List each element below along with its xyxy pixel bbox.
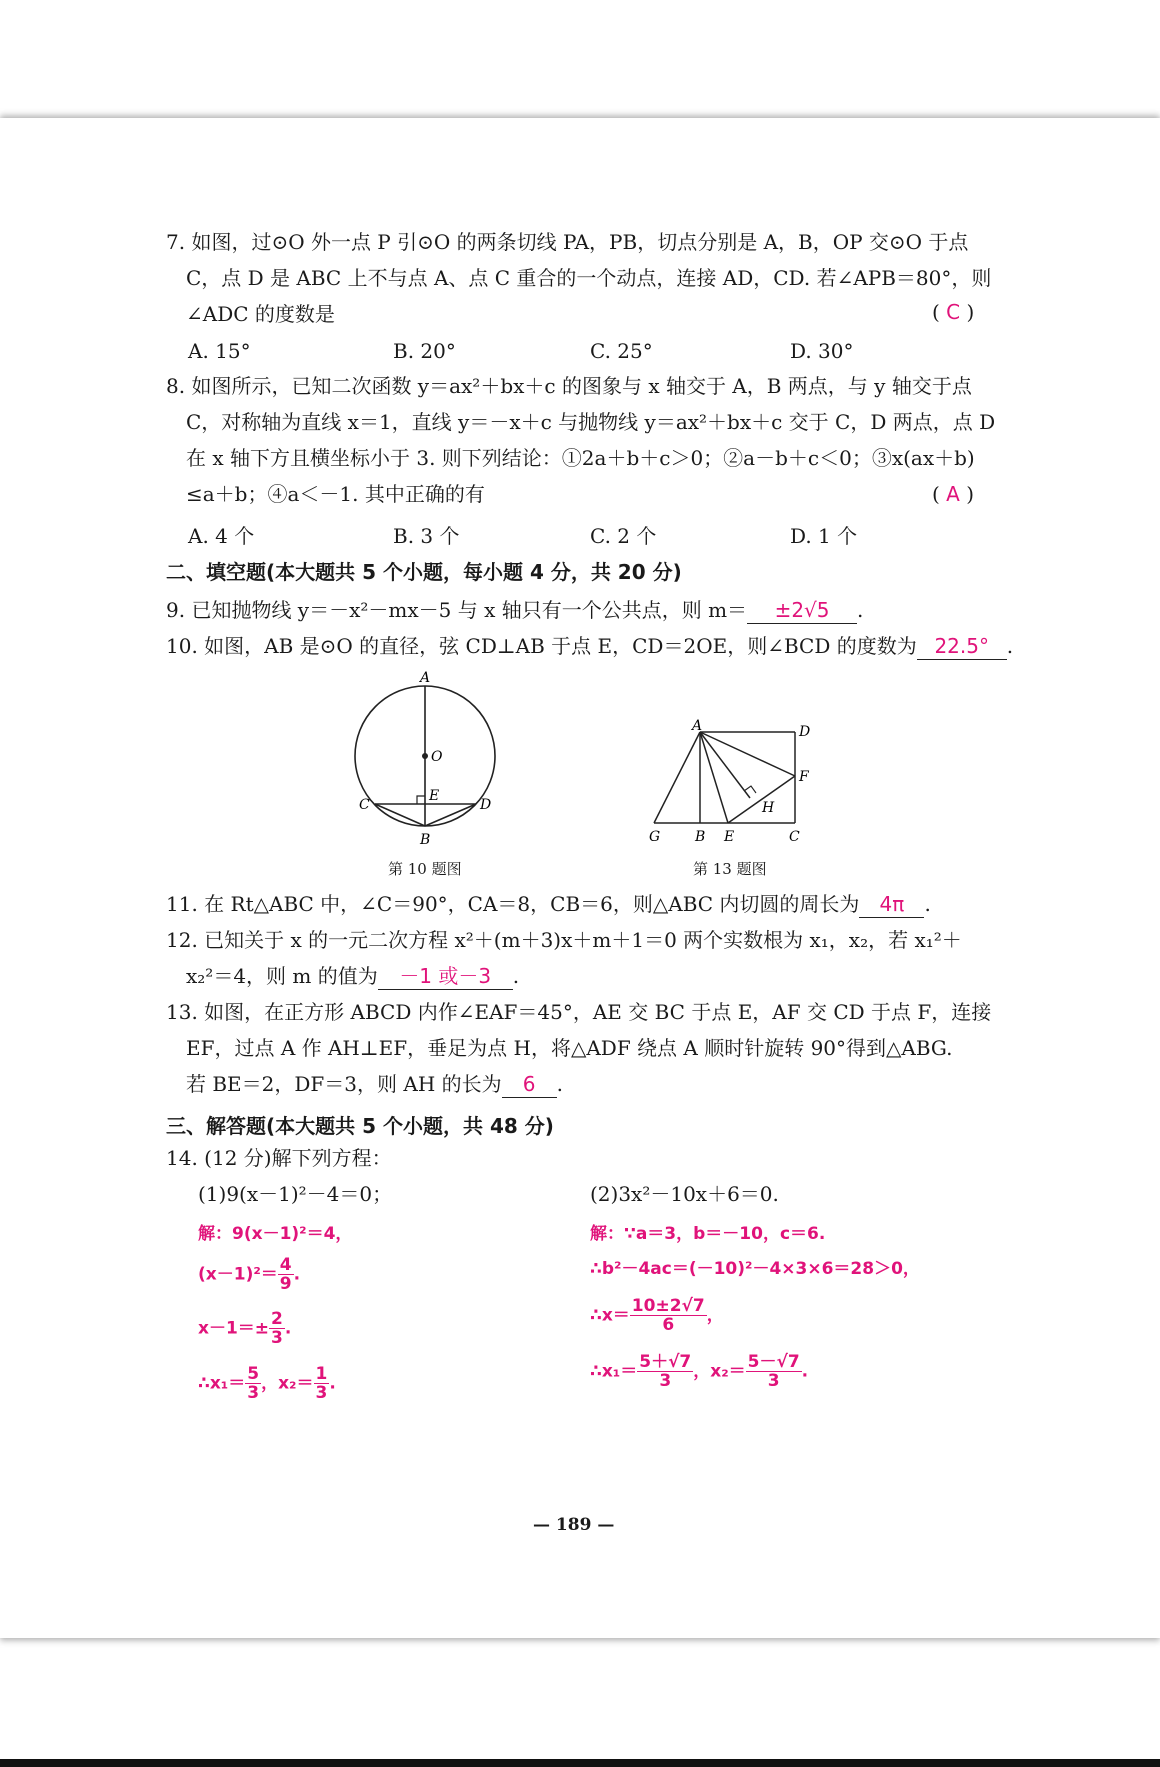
q14-part1: (1)9(x－1)²－4＝0； bbox=[198, 1182, 393, 1206]
numerator: 10±2√7 bbox=[631, 1296, 705, 1316]
sol1-line2-text: (x－1)²＝ bbox=[198, 1264, 278, 1285]
q13-text: 若 BE＝2，DF＝3，则 AH 的长为 bbox=[186, 1072, 502, 1096]
page-number: — 189 — bbox=[533, 1515, 615, 1535]
q7-answer-bracket: ( C ) bbox=[932, 300, 975, 324]
q9-line: 9. 已知抛物线 y＝－x²－mx－5 与 x 轴只有一个公共点，则 m＝ ±2√5 . bbox=[166, 598, 864, 622]
fraction bbox=[269, 1310, 285, 1347]
sol1-line1: 解：9(x－1)²＝4， bbox=[198, 1224, 353, 1244]
q10-answer: 22.5° bbox=[917, 633, 1007, 660]
label-f: F bbox=[799, 769, 809, 785]
q7-option-c: C. 25° bbox=[590, 339, 653, 363]
section-fill-in-blank-heading: 二、填空题(本大题共 5 个小题，每小题 4 分，共 20 分) bbox=[166, 560, 682, 584]
punct: . bbox=[801, 1361, 809, 1382]
q11-answer: 4π bbox=[859, 891, 924, 918]
denominator: 3 bbox=[659, 1371, 672, 1391]
label-b: B bbox=[420, 832, 431, 848]
q8-answer-bracket: ( A ) bbox=[932, 482, 975, 506]
numerator: 2 bbox=[271, 1309, 283, 1329]
right-angle-mark bbox=[417, 796, 425, 804]
segment-af bbox=[700, 732, 795, 776]
q14-part2: (2)3x²－10x＋6＝0. bbox=[590, 1182, 779, 1206]
numerator: 1 bbox=[315, 1364, 328, 1384]
q8-line3: 在 x 轴下方且横坐标小于 3. 则下列结论：①2a＋b＋c＞0；②a－b＋c＜0；③x(ax＋b) bbox=[186, 446, 975, 470]
label-a: A bbox=[692, 718, 703, 734]
q7-option-b: B. 20° bbox=[393, 339, 456, 363]
sol2-line4-mid: ，x₂＝ bbox=[693, 1361, 746, 1382]
sol1-line3 bbox=[198, 1310, 291, 1347]
q10-line: 10. 如图，AB 是⊙O 的直径，弦 CD⊥AB 于点 E，CD＝2OE，则∠BCD 的度数为 22.5° . bbox=[166, 634, 1014, 658]
fraction bbox=[637, 1353, 693, 1390]
punct: ， bbox=[706, 1305, 724, 1326]
q7-line1: 7. 如图，过⊙O 外一点 P 引⊙O 的两条切线 PA，PB，切点分别是 A，B，OP 交⊙O 于点 bbox=[166, 230, 969, 254]
section-answer-heading: 三、解答题(本大题共 5 个小题，共 48 分) bbox=[166, 1114, 554, 1138]
sol2-line3-text: ∴x＝ bbox=[590, 1305, 630, 1326]
q8-option-d: D. 1 个 bbox=[790, 524, 858, 548]
q13-answer: 6 bbox=[502, 1071, 557, 1098]
numerator: 5＋√7 bbox=[639, 1352, 692, 1372]
label-c: C bbox=[359, 797, 370, 813]
label-d: D bbox=[480, 797, 492, 813]
label-c: C bbox=[789, 829, 800, 845]
figure-10-circle-diagram bbox=[340, 668, 510, 853]
sol1-line4-mid: ，x₂＝ bbox=[261, 1373, 314, 1394]
sol2-line4-text: ∴x₁＝ bbox=[590, 1361, 638, 1382]
q7-option-a: A. 15° bbox=[188, 339, 251, 363]
figure-13-square-diagram bbox=[640, 718, 820, 848]
q8-option-c: C. 2 个 bbox=[590, 524, 657, 548]
q13-line3: 若 BE＝2，DF＝3，则 AH 的长为 6 . bbox=[186, 1072, 563, 1096]
denominator: 3 bbox=[271, 1328, 283, 1348]
fraction bbox=[630, 1297, 707, 1334]
textbook-page bbox=[0, 118, 1160, 1638]
segment-ag bbox=[654, 732, 700, 823]
fraction bbox=[245, 1365, 261, 1402]
q8-line2: C，对称轴为直线 x＝1，直线 y＝－x＋c 与抛物线 y＝ax²＋bx＋c 交于 C，D 两点，点 D bbox=[186, 410, 996, 434]
segment-ae bbox=[700, 732, 728, 823]
denominator: 9 bbox=[279, 1274, 292, 1294]
q12-text: x₂²＝4，则 m 的值为 bbox=[186, 964, 378, 988]
punct: . bbox=[329, 1373, 336, 1394]
label-e: E bbox=[429, 788, 440, 804]
q8-line4: ≤a＋b；④a＜－1. 其中正确的有 bbox=[186, 482, 485, 506]
label-a: A bbox=[420, 670, 431, 686]
segment-cb bbox=[375, 804, 425, 826]
label-d: D bbox=[799, 724, 811, 740]
fraction bbox=[746, 1353, 802, 1390]
sol1-line4 bbox=[198, 1365, 336, 1402]
denominator: 6 bbox=[662, 1315, 675, 1335]
numerator: 5－√7 bbox=[747, 1352, 800, 1372]
q12-line2: x₂²＝4，则 m 的值为 －1 或－3 . bbox=[186, 964, 520, 988]
q8-answer: A bbox=[946, 482, 960, 506]
sol1-line3-text: x－1＝± bbox=[198, 1318, 270, 1339]
q11-line: 11. 在 Rt△ABC 中，∠C＝90°，CA＝8，CB＝6，则△ABC 内切圆的周长为 4π . bbox=[166, 892, 931, 916]
label-o: O bbox=[431, 749, 443, 765]
q7-answer: C bbox=[946, 300, 961, 324]
sol2-line3 bbox=[590, 1297, 724, 1334]
figure-13-caption: 第 13 题图 bbox=[693, 860, 767, 878]
fraction bbox=[278, 1256, 294, 1293]
q12-answer: －1 或－3 bbox=[378, 963, 513, 990]
q11-text: 11. 在 Rt△ABC 中，∠C＝90°，CA＝8，CB＝6，则△ABC 内切圆的周长为 bbox=[166, 892, 860, 916]
q13-line2: EF，过点 A 作 AH⊥EF，垂足为点 H，将△ADF 绕点 A 顺时针旋转 90°得到△ABG. bbox=[186, 1036, 953, 1060]
q7-option-d: D. 30° bbox=[790, 339, 854, 363]
punct: . bbox=[293, 1264, 301, 1285]
q9-text: 9. 已知抛物线 y＝－x²－mx－5 与 x 轴只有一个公共点，则 m＝ bbox=[166, 598, 748, 622]
sol1-line2 bbox=[198, 1256, 300, 1293]
q10-text: 10. 如图，AB 是⊙O 的直径，弦 CD⊥AB 于点 E，CD＝2OE，则∠BCD 的度数为 bbox=[166, 634, 917, 658]
sol1-line4-text: ∴x₁＝ bbox=[198, 1373, 246, 1394]
q8-option-a: A. 4 个 bbox=[188, 524, 255, 548]
q12-line1: 12. 已知关于 x 的一元二次方程 x²＋(m＋3)x＋m＋1＝0 两个实数根为 x₁，x₂，若 x₁²＋ bbox=[166, 928, 962, 952]
fraction bbox=[314, 1365, 330, 1402]
label-g: G bbox=[649, 829, 661, 845]
q9-answer: ±2√5 bbox=[747, 597, 857, 624]
bottom-dark-bar bbox=[0, 1759, 1160, 1767]
sol2-line1: 解：∵a＝3，b＝－10，c＝6. bbox=[590, 1224, 826, 1244]
punct: . bbox=[284, 1318, 292, 1339]
label-e: E bbox=[724, 829, 735, 845]
segment-bd bbox=[425, 804, 476, 826]
label-h: H bbox=[762, 800, 775, 816]
figure-10-caption: 第 10 题图 bbox=[388, 860, 462, 878]
sol2-line4 bbox=[590, 1353, 808, 1390]
q7-line2: C，点 D 是 ABC 上不与点 A、点 C 重合的一个动点，连接 AD，CD. 若∠APB＝80°，则 bbox=[186, 266, 992, 290]
numerator: 4 bbox=[279, 1255, 292, 1275]
denominator: 3 bbox=[767, 1371, 780, 1391]
segment-ah bbox=[700, 732, 750, 798]
q8-option-b: B. 3 个 bbox=[393, 524, 460, 548]
q8-line1: 8. 如图所示，已知二次函数 y＝ax²＋bx＋c 的图象与 x 轴交于 A，B 两点，与 y 轴交于点 bbox=[166, 374, 972, 398]
q13-line1: 13. 如图，在正方形 ABCD 内作∠EAF＝45°，AE 交 BC 于点 E，AF 交 CD 于点 F，连接 bbox=[166, 1000, 992, 1024]
label-b: B bbox=[695, 829, 706, 845]
q7-line3: ∠ADC 的度数是 bbox=[186, 302, 335, 326]
q14-title: 14. (12 分)解下列方程： bbox=[166, 1146, 392, 1170]
numerator: 5 bbox=[247, 1364, 260, 1384]
center-point bbox=[422, 753, 428, 759]
denominator: 3 bbox=[247, 1383, 260, 1403]
denominator: 3 bbox=[315, 1383, 328, 1403]
sol2-line2: ∴b²－4ac＝(－10)²－4×3×6＝28＞0， bbox=[590, 1259, 920, 1279]
